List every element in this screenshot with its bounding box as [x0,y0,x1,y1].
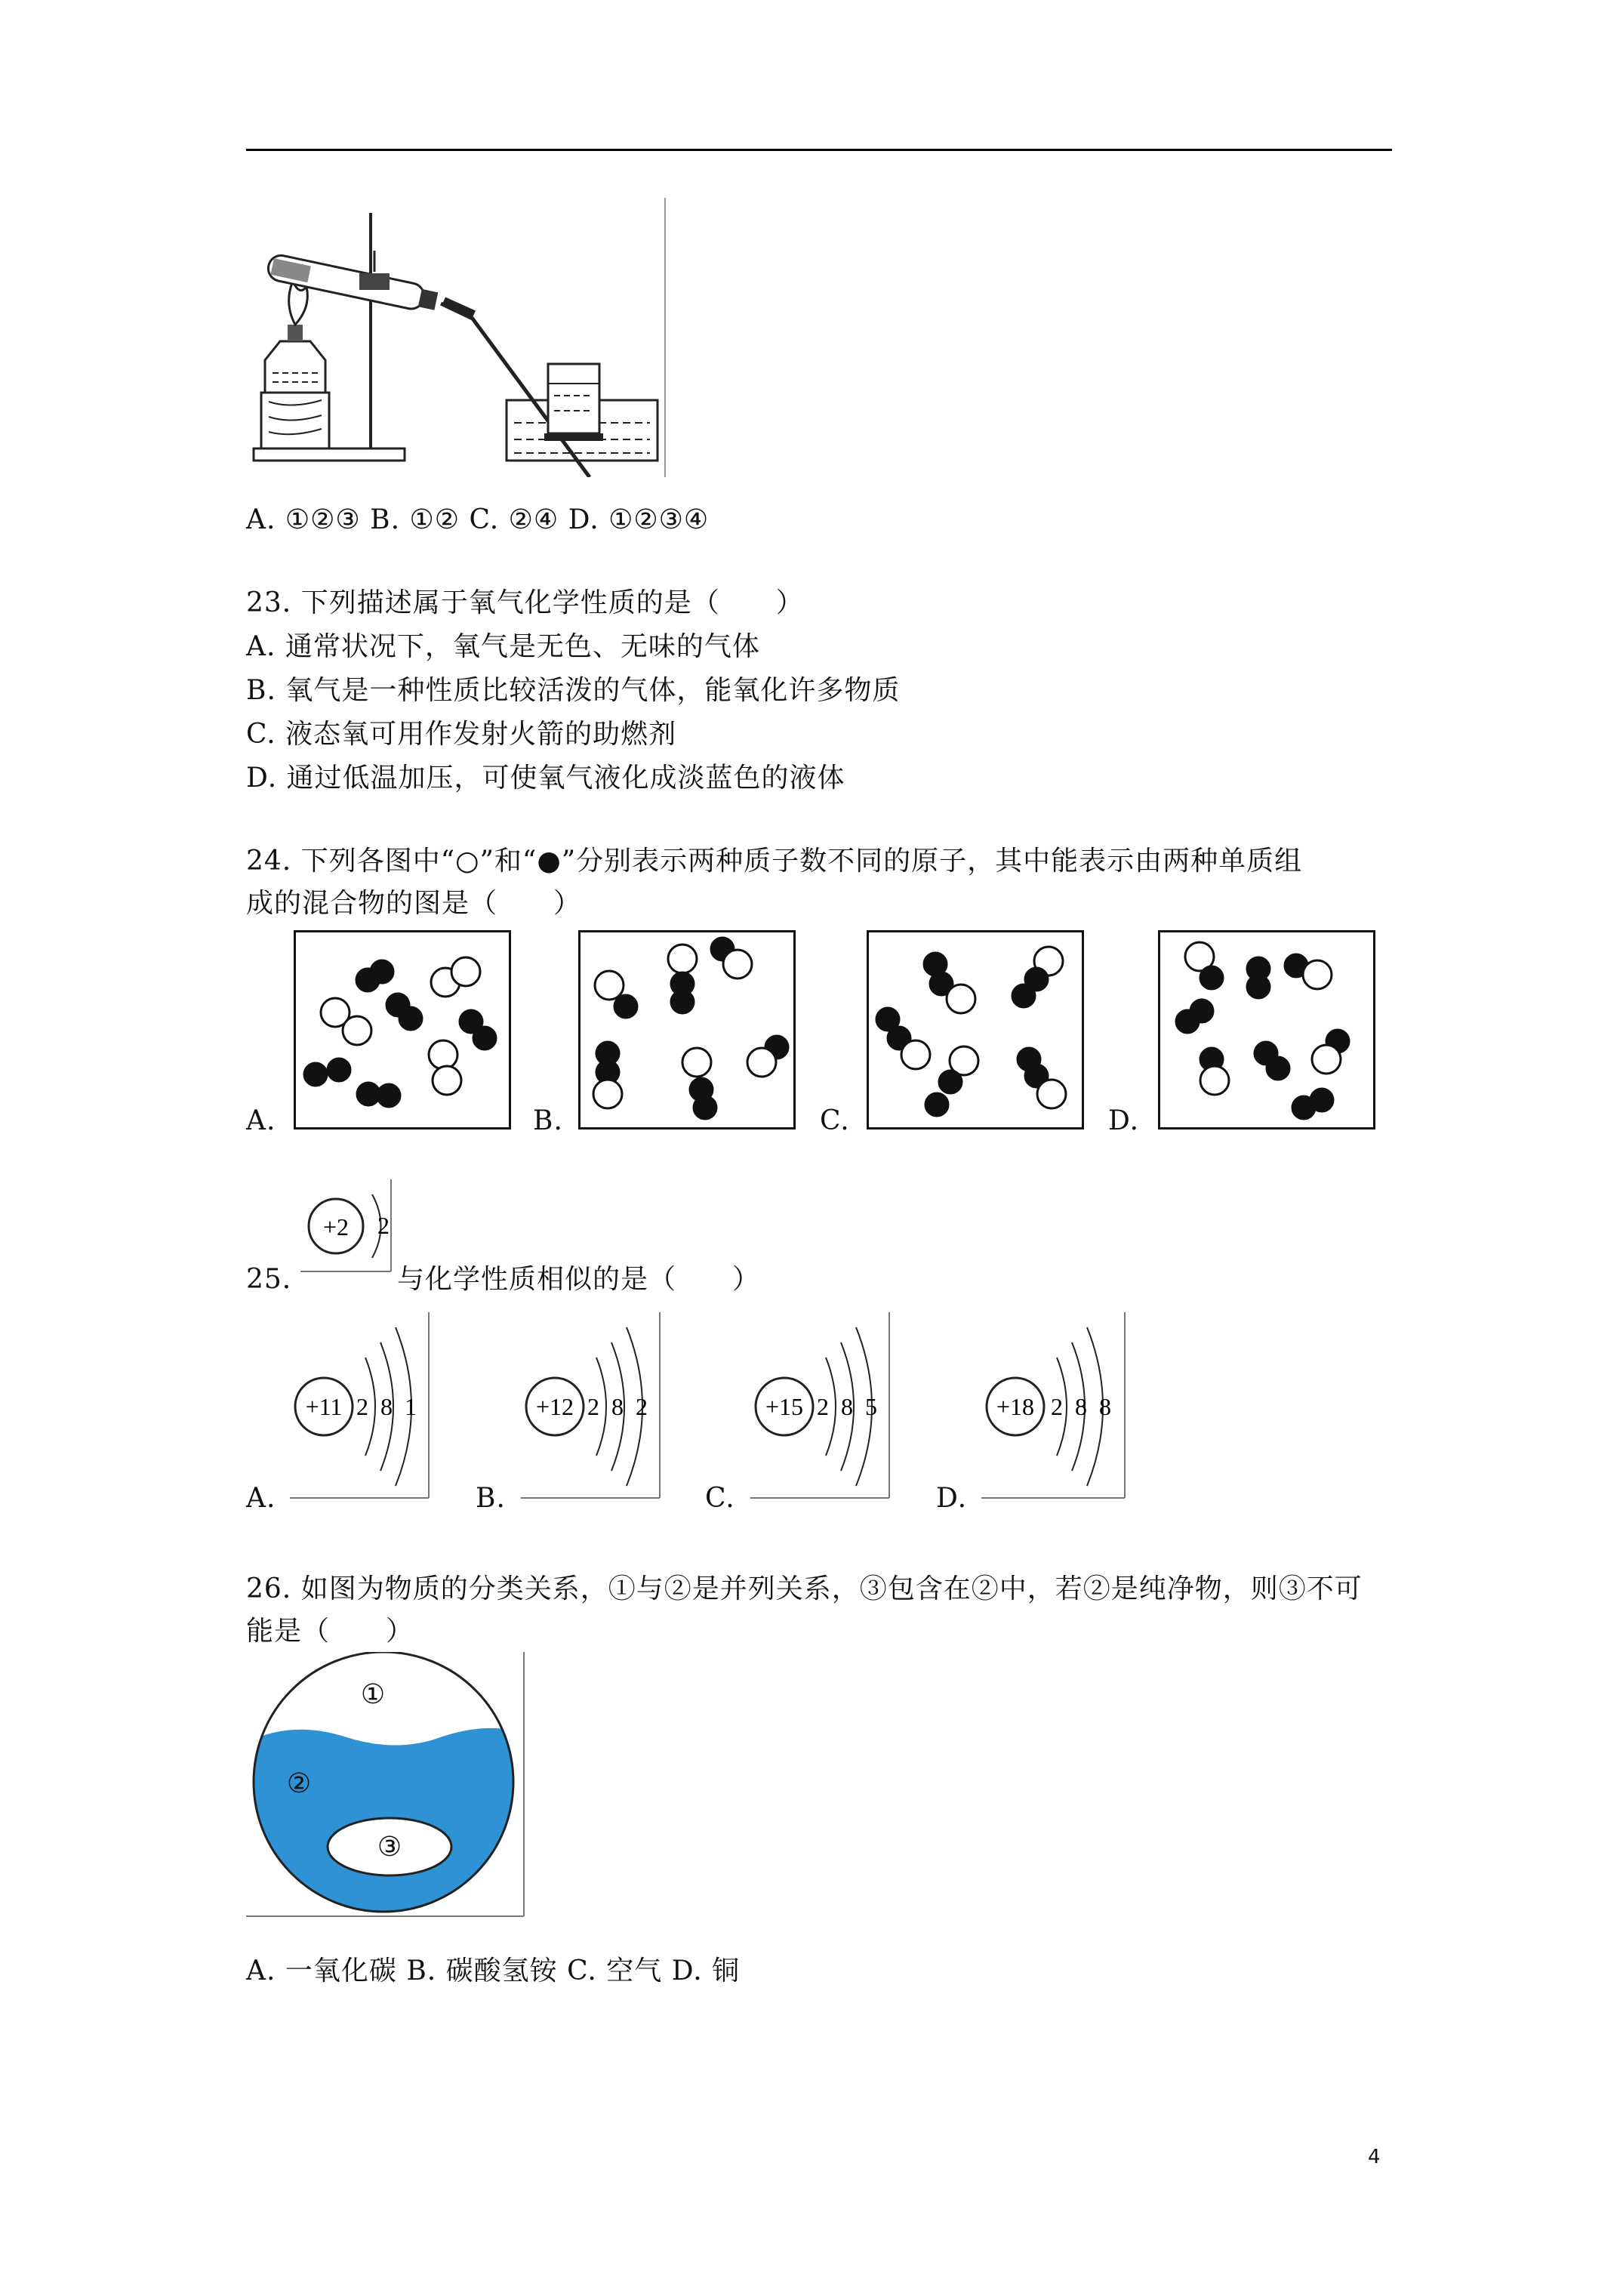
option-d-nucleus: +18 [996,1393,1035,1420]
q25-label-a: A. [246,1483,276,1514]
q26-stem-line2: 能是（ ） [246,1616,414,1647]
region-2-label: ② [286,1768,312,1799]
q25-option-a-atom [290,1312,433,1501]
option-c-shells: 2 8 5 [817,1393,880,1420]
q24-label-c: C. [820,1105,850,1136]
q24-label-b: B. [533,1105,563,1136]
option-a-nucleus: +11 [305,1393,343,1420]
q26-options: A. 一氧化碳 B. 碳酸氢铵 C. 空气 D. 铜 [246,1955,741,1986]
region-3-label: ③ [377,1832,402,1863]
q25-given-atom [300,1179,399,1273]
q25-label-b: B. [476,1483,506,1514]
page-number: 4 [1368,2146,1381,2168]
q23-option-b: B. 氧气是一种性质比较活泼的气体，能氧化许多物质 [246,675,901,706]
q24-box-b [578,930,796,1130]
q26-stem-line1: 26. 如图为物质的分类关系，①与②是并列关系，③包含在②中，若②是纯净物，则③不可 [246,1573,1363,1604]
option-d-shells: 2 8 8 [1051,1393,1114,1420]
header-rule [246,149,1392,151]
region-1-label: ① [360,1679,386,1710]
q23-stem: 23. 下列描述属于氧气化学性质的是（ ） [246,587,804,618]
q25-label-d: D. [936,1483,968,1514]
q24-box-d [1158,930,1375,1130]
option-c-nucleus: +15 [765,1393,804,1420]
option-a-shells: 2 8 1 [356,1393,420,1420]
given-shells: 2 [377,1212,390,1239]
option-b-nucleus: +12 [535,1393,574,1420]
q25-prefix: 25. [246,1264,292,1295]
given-nucleus: +2 [322,1213,350,1240]
q24-label-d: D. [1108,1105,1140,1136]
classification-diagram [246,1652,527,1918]
q25-option-d-atom [981,1312,1129,1501]
option-b-shells: 2 8 2 [587,1393,651,1420]
q23-option-d: D. 通过低温加压，可使氧气液化成淡蓝色的液体 [246,763,845,794]
q24-box-c [867,930,1084,1130]
q25-option-b-atom [521,1312,664,1501]
q24-box-a [294,930,511,1130]
apparatus-figure [246,198,669,477]
q24-stem-line1: 24. 下列各图中“○”和“●”分别表示两种质子数不同的原子，其中能表示由两种单质组 [246,846,1303,877]
q23-option-c: C. 液态氧可用作发射火箭的助燃剂 [246,719,677,750]
q24-stem-line2: 成的混合物的图是（ ） [246,888,582,919]
q23-option-a: A. 通常状况下，氧气是无色、无味的气体 [246,631,760,662]
q22-options: A. ①②③ B. ①② C. ②④ D. ①②③④ [246,504,710,535]
q25-stem: 与化学性质相似的是（ ） [397,1264,761,1295]
q25-label-c: C. [705,1483,735,1514]
q25-option-c-atom [750,1312,894,1501]
q24-label-a: A. [246,1105,276,1136]
